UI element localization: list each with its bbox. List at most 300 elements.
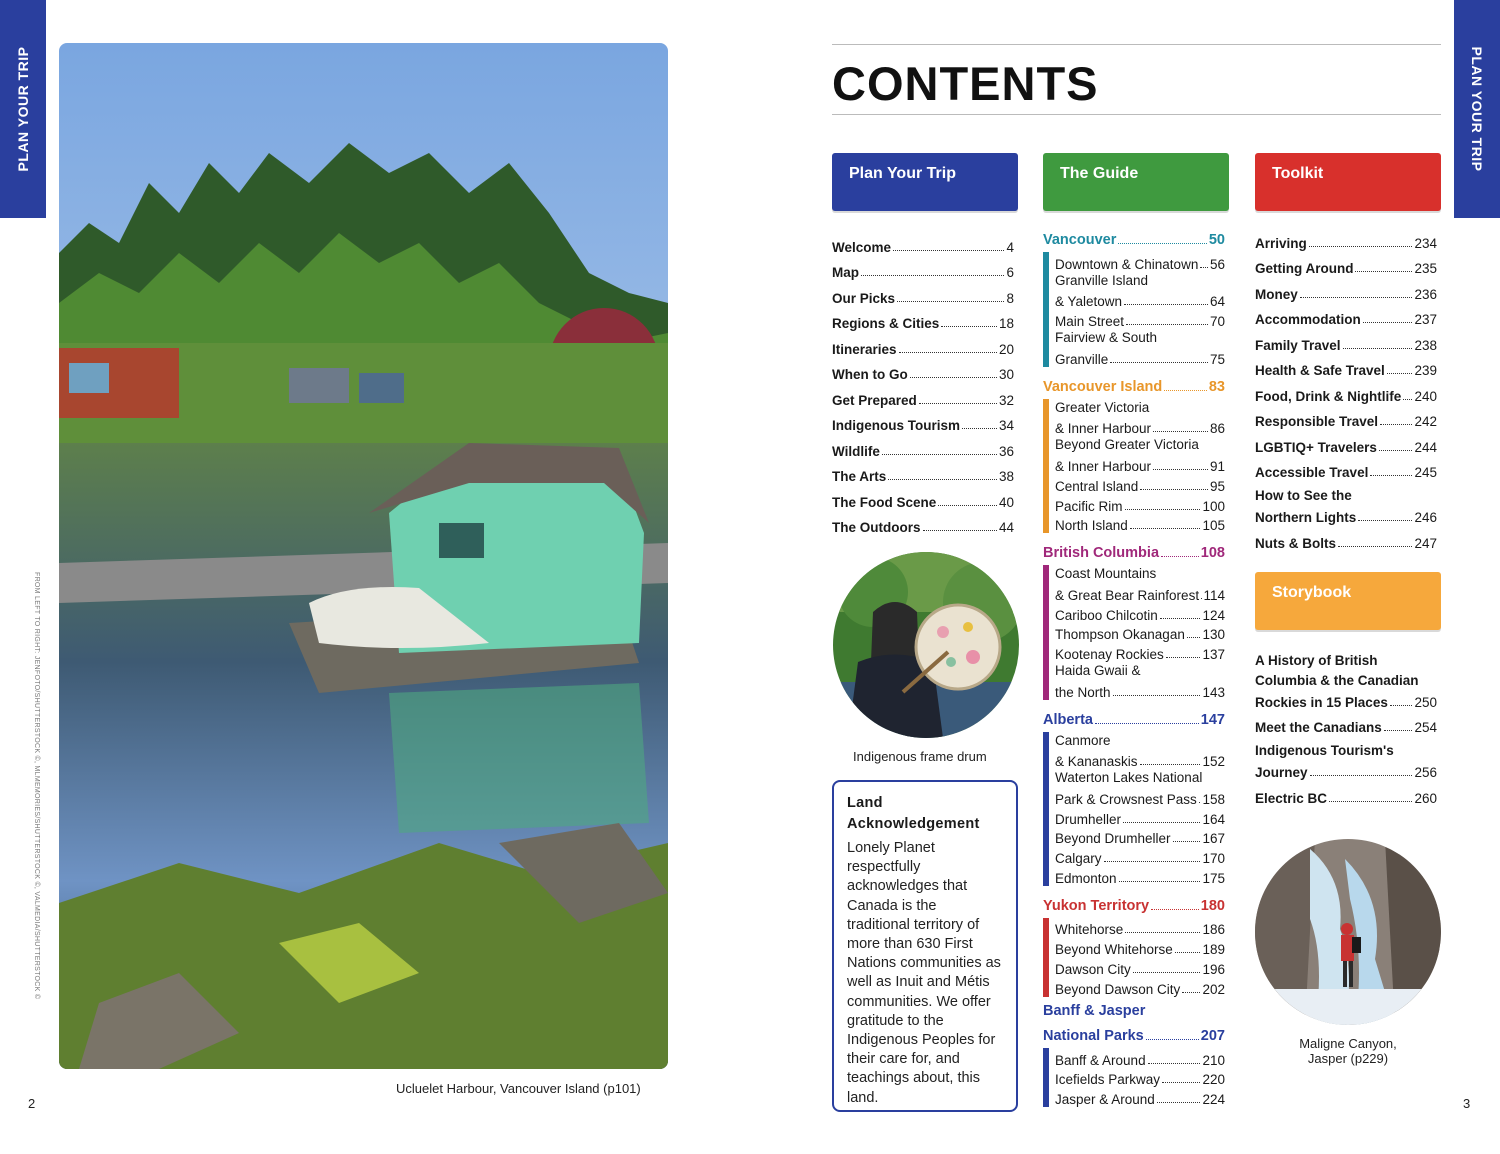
toc-entry-row	[1055, 474, 1225, 494]
toc-entry-row	[1055, 583, 1225, 603]
toc-entry-row	[1055, 603, 1225, 623]
toc-entry-label: Jasper & Around	[1055, 1092, 1155, 1108]
guide-section-label: Alberta	[1043, 711, 1093, 728]
guide-subsection-list	[1043, 918, 1225, 997]
toc-entry-page: 239	[1414, 363, 1437, 378]
guide-section-page: 83	[1208, 378, 1225, 395]
toc-entry[interactable]	[1255, 651, 1437, 710]
toc-entry-row	[1055, 514, 1225, 534]
the-guide-heading: The Guide	[1043, 153, 1229, 211]
toc-entry-row	[1055, 680, 1225, 700]
toc-entry-page: 224	[1202, 1092, 1225, 1108]
toc-entry-page: 196	[1202, 961, 1225, 977]
toc-entry-label: Meet the Canadians	[1255, 720, 1382, 735]
toc-entry[interactable]	[1055, 662, 1225, 700]
leader-dots	[1403, 399, 1412, 400]
toc-entry-label: Central Island	[1055, 478, 1139, 494]
toc-entry-label: Park & Crowsnest Pass	[1055, 792, 1197, 807]
toc-entry[interactable]	[1055, 436, 1225, 474]
guide-section-title[interactable]	[1043, 892, 1225, 914]
toc-entry[interactable]	[1255, 359, 1437, 379]
land-acknowledgement-text: Lonely Planet respectfully acknowledges that Canada is the traditional territory of more than 630 First Nations communities as well as Inuit and Métis communities. We offer gratitude to the Indigenous Peoples for their care for, and teachings about, this land.	[847, 840, 1001, 1106]
toc-entry[interactable]	[1255, 333, 1437, 353]
leader-dots	[1104, 861, 1201, 862]
toc-entry[interactable]	[1055, 309, 1225, 329]
toc-entry-label: Itineraries	[832, 341, 897, 357]
toc-entry[interactable]	[832, 459, 1014, 485]
toc-entry-page: 202	[1202, 981, 1225, 997]
side-tab-label: PLAN YOUR TRIP	[1469, 46, 1485, 172]
toc-entry[interactable]	[1055, 807, 1225, 827]
toc-entry[interactable]	[1055, 565, 1225, 603]
toc-entry[interactable]	[832, 484, 1014, 510]
land-acknowledgement-box	[832, 780, 1018, 1112]
toc-entry-page: 220	[1202, 1072, 1225, 1088]
leader-dots	[962, 428, 997, 429]
toc-entry-row	[1055, 309, 1225, 329]
toc-entry-label: Beyond Drumheller	[1055, 831, 1171, 847]
leader-dots	[919, 403, 997, 404]
canyon-caption-line: Maligne Canyon,	[1299, 1036, 1397, 1051]
leader-dots	[1148, 1063, 1201, 1064]
toc-entry-page: 242	[1414, 414, 1437, 429]
toc-entry[interactable]	[1255, 786, 1437, 806]
toc-entry-label: & Inner Harbour	[1055, 459, 1152, 475]
toc-entry-page: 64	[1209, 294, 1225, 310]
leader-dots	[1358, 520, 1412, 521]
guide-subsection-list	[1043, 252, 1225, 367]
toc-entry[interactable]	[1055, 272, 1225, 310]
toc-entry-label: Map	[832, 265, 859, 280]
toc-entry-page: 186	[1202, 922, 1225, 938]
leader-dots	[1173, 841, 1201, 842]
toc-entry-page: 244	[1414, 439, 1437, 455]
toc-entry-line: Indigenous Tourism's	[1255, 743, 1394, 758]
toc-entry[interactable]	[1055, 642, 1225, 662]
toc-entry-page: 137	[1202, 646, 1225, 662]
toc-entry-label: Main Street	[1055, 314, 1125, 330]
toc-entry-label: Indigenous Tourism	[832, 418, 960, 433]
toc-entry-label: & Yaletown	[1055, 294, 1123, 310]
toc-entry-row	[1055, 937, 1225, 957]
toc-entry-label: Arriving	[1255, 235, 1307, 251]
toc-entry-label: Responsible Travel	[1255, 414, 1379, 429]
plan-your-trip-list	[832, 229, 1014, 535]
toc-entry-page: 40	[998, 494, 1014, 510]
toc-entry-page: 238	[1414, 337, 1437, 353]
leader-dots	[1160, 618, 1201, 619]
toc-entry[interactable]	[1055, 769, 1225, 807]
toc-entry[interactable]	[1055, 827, 1225, 847]
side-tab-label: PLAN YOUR TRIP	[15, 46, 31, 172]
toc-entry[interactable]	[1255, 435, 1437, 455]
page-number-left: 2	[28, 1096, 36, 1111]
guide-section-title-row	[1043, 1022, 1225, 1044]
toc-entry[interactable]	[1055, 494, 1225, 514]
toc-entry-page: 124	[1202, 607, 1225, 623]
toc-entry-page: 260	[1414, 790, 1437, 806]
guide-section-title-line: Banff & Jasper	[1043, 1002, 1146, 1019]
leader-dots	[938, 505, 997, 506]
toc-entry-page: 91	[1209, 459, 1225, 475]
toc-entry-label: Thompson Okanagan	[1055, 627, 1185, 643]
leader-dots	[1157, 1102, 1201, 1103]
guide-section-page: 147	[1200, 711, 1225, 728]
toc-entry-line: Beyond Greater Victoria	[1055, 437, 1199, 453]
land-acknowledgement-title: Acknowledgement	[847, 816, 980, 832]
leader-dots	[1153, 469, 1208, 470]
toc-entry[interactable]	[1255, 741, 1437, 780]
toc-entry-label: Getting Around	[1255, 261, 1354, 276]
toc-entry-row	[1255, 461, 1437, 481]
toc-entry-row	[1255, 716, 1437, 736]
toc-entry[interactable]	[1055, 1048, 1225, 1068]
guide-section	[1043, 373, 1225, 533]
toc-entry-label: Our Picks	[832, 290, 896, 306]
toc-entry[interactable]	[832, 357, 1014, 383]
toc-entry-page: 240	[1414, 388, 1437, 404]
toc-entry-row	[1055, 1068, 1225, 1088]
toc-entry-page: 189	[1202, 942, 1225, 958]
toc-entry-label: Beyond Dawson City	[1055, 981, 1181, 997]
leader-dots	[882, 454, 997, 455]
toc-entry-page: 234	[1414, 235, 1437, 251]
toc-entry[interactable]	[832, 433, 1014, 459]
toc-entry-label: The Arts	[832, 469, 887, 484]
guide-section	[1043, 539, 1225, 699]
toc-entry-label: Dawson City	[1055, 961, 1131, 977]
toc-entry-row	[1255, 282, 1437, 302]
guide-section	[1043, 706, 1225, 886]
toc-entry-page: 143	[1202, 684, 1225, 700]
toc-entry-row	[1055, 642, 1225, 662]
toc-entry[interactable]	[1055, 866, 1225, 886]
toc-entry-label: Pacific Rim	[1055, 498, 1123, 514]
toc-entry-page: 175	[1202, 870, 1225, 886]
toc-entry-page: 164	[1202, 811, 1225, 827]
toc-entry-page: 95	[1209, 478, 1225, 494]
toc-entry-row	[1055, 417, 1225, 437]
toc-entry[interactable]	[832, 255, 1014, 281]
guide-section-title[interactable]	[1043, 1003, 1225, 1045]
toc-entry-page: 6	[1006, 265, 1014, 280]
toc-entry-page: 210	[1202, 1052, 1225, 1068]
guide-section-label: Vancouver Island	[1043, 378, 1163, 395]
toc-entry[interactable]	[832, 408, 1014, 434]
toc-entry-line: Columbia & the Canadian	[1255, 672, 1419, 688]
leader-dots	[1355, 271, 1412, 272]
toc-entry[interactable]	[832, 229, 1014, 255]
storybook-heading: Storybook	[1255, 572, 1441, 630]
the-guide-list	[1043, 226, 1225, 1113]
toc-entry-row	[1255, 308, 1437, 328]
toc-entry-row	[1055, 750, 1225, 770]
toc-entry-row	[1255, 257, 1437, 277]
toc-entry-label: Wildlife	[832, 443, 880, 459]
toolkit-heading: Toolkit	[1255, 153, 1441, 211]
leader-dots	[1300, 297, 1413, 298]
toc-entry-line: Greater Victoria	[1055, 399, 1150, 415]
plan-your-trip-heading: Plan Your Trip	[832, 153, 1018, 211]
toc-entry-row	[1055, 1048, 1225, 1068]
leader-dots	[1199, 802, 1201, 803]
toc-entry-row	[1055, 957, 1225, 977]
toc-entry-page: 247	[1414, 535, 1437, 551]
toc-entry-page: 38	[998, 469, 1014, 484]
toc-entry-label: Health & Safe Travel	[1255, 363, 1385, 378]
leader-dots	[899, 352, 997, 353]
toc-entry[interactable]	[1055, 732, 1225, 770]
leader-dots	[897, 301, 1004, 302]
leader-dots	[1310, 775, 1413, 776]
toc-entry-row	[1055, 827, 1225, 847]
toc-entry-row	[1055, 807, 1225, 827]
toc-entry[interactable]	[1255, 716, 1437, 736]
toc-entry-row	[1255, 690, 1437, 710]
harbour-photo	[59, 43, 668, 1069]
guide-section-title[interactable]	[1043, 373, 1225, 395]
leader-dots	[1387, 373, 1413, 374]
toc-entry-label: Electric BC	[1255, 790, 1328, 806]
toc-entry[interactable]	[1055, 399, 1225, 437]
drum-caption: Indigenous frame drum	[853, 749, 987, 764]
leader-dots	[1200, 267, 1208, 268]
leader-dots	[1164, 390, 1207, 391]
toc-entry-page: 170	[1202, 851, 1225, 867]
leader-dots	[1125, 509, 1201, 510]
toc-entry[interactable]	[1255, 282, 1437, 302]
toc-entry-page: 114	[1203, 587, 1225, 603]
toc-entry-label: Granville	[1055, 351, 1109, 367]
toc-entry-label: Regions & Cities	[832, 316, 940, 331]
guide-section	[1043, 226, 1225, 367]
leader-dots	[893, 250, 1004, 251]
storybook-list	[1255, 651, 1437, 812]
toc-entry-page: 70	[1209, 314, 1225, 330]
guide-section-label: Yukon Territory	[1043, 897, 1150, 914]
leader-dots	[1370, 475, 1412, 476]
toc-entry-line: Granville Island	[1055, 272, 1149, 288]
toc-entry[interactable]	[1055, 623, 1225, 643]
guide-section-label: National Parks	[1043, 1028, 1144, 1044]
guide-section-title[interactable]	[1043, 539, 1225, 561]
toc-entry-page: 44	[998, 520, 1014, 535]
toc-entry[interactable]	[832, 280, 1014, 306]
toc-entry[interactable]	[1255, 231, 1437, 251]
toc-entry[interactable]	[1055, 329, 1225, 367]
toc-entry[interactable]	[1055, 977, 1225, 997]
leader-dots	[941, 326, 997, 327]
toc-entry[interactable]	[1255, 410, 1437, 430]
toc-entry-page: 30	[998, 367, 1014, 382]
toc-entry-page: 20	[998, 341, 1014, 357]
guide-section-title-row	[1043, 539, 1225, 561]
guide-subsection-list	[1043, 732, 1225, 886]
guide-section-title[interactable]	[1043, 226, 1225, 248]
toc-entry-label: the North	[1055, 684, 1111, 700]
guide-section	[1043, 1003, 1225, 1108]
side-tab-right	[1454, 0, 1500, 218]
leader-dots	[1338, 546, 1412, 547]
page-number-right: 3	[1463, 1096, 1471, 1111]
toc-entry-label: Welcome	[832, 239, 892, 255]
toc-entry-row	[1055, 290, 1225, 310]
leader-dots	[1146, 1039, 1199, 1040]
toc-entry-page: 152	[1202, 754, 1225, 770]
toc-entry-label: Get Prepared	[832, 392, 917, 408]
toc-entry-label: & Inner Harbour	[1055, 421, 1152, 437]
photo-credit: FROM LEFT TO RIGHT: JENFOTO/SHUTTERSTOCK ©, MLMEMORIES/SHUTTERSTOCK ©, VALMEDIA/SHUTTERSTOCK ©	[33, 572, 40, 1000]
toc-entry-page: 130	[1202, 627, 1225, 643]
toc-entry-page: 86	[1209, 421, 1225, 437]
leader-dots	[1153, 431, 1208, 432]
leader-dots	[1161, 556, 1199, 557]
leader-dots	[1309, 246, 1413, 247]
toc-entry-row	[1255, 384, 1437, 404]
toc-entry[interactable]	[1055, 937, 1225, 957]
guide-section-title-row	[1043, 373, 1225, 395]
guide-section	[1043, 892, 1225, 997]
toc-entry-label: Northern Lights	[1255, 510, 1357, 525]
toc-entry-page: 254	[1414, 720, 1437, 735]
leader-dots	[1130, 528, 1201, 529]
guide-section-page: 108	[1200, 545, 1225, 562]
toc-entry[interactable]	[1255, 461, 1437, 481]
guide-section-page: 180	[1200, 897, 1225, 914]
guide-section-label: British Columbia	[1043, 545, 1160, 562]
toc-entry[interactable]	[1255, 384, 1437, 404]
toc-entry[interactable]	[1055, 252, 1225, 272]
toc-entry-row	[1055, 454, 1225, 474]
toc-entry-label: & Great Bear Rainforest	[1055, 587, 1200, 603]
toc-entry[interactable]	[1255, 257, 1437, 277]
leader-dots	[1126, 324, 1208, 325]
guide-section-title-row	[1043, 706, 1225, 728]
toc-entry-label: Accessible Travel	[1255, 465, 1369, 480]
toc-entry[interactable]	[1255, 486, 1437, 525]
guide-subsection-list	[1043, 1048, 1225, 1107]
toc-entry-row	[1055, 866, 1225, 886]
toc-entry-label: Nuts & Bolts	[1255, 535, 1336, 551]
toc-entry-row	[1255, 359, 1437, 379]
guide-section-label: Vancouver	[1043, 232, 1117, 248]
toc-entry-row	[1055, 787, 1225, 807]
toc-entry-page: 236	[1414, 286, 1437, 302]
toc-entry[interactable]	[1055, 474, 1225, 494]
toc-entry-page: 246	[1414, 510, 1437, 525]
toc-entry-line: Waterton Lakes National	[1055, 770, 1203, 786]
toc-entry[interactable]	[1055, 957, 1225, 977]
toc-entry-line: How to See the	[1255, 488, 1352, 503]
leader-dots	[1329, 801, 1412, 802]
toc-entry[interactable]	[1255, 531, 1437, 551]
toc-entry-page: 100	[1202, 498, 1225, 514]
toc-entry-label: Rockies in 15 Places	[1255, 694, 1388, 710]
toc-entry-row	[1255, 410, 1437, 430]
toc-entry-row	[1055, 918, 1225, 938]
toc-entry-page: 8	[1006, 290, 1014, 306]
guide-section-title-row	[1043, 892, 1225, 914]
toc-entry[interactable]	[832, 382, 1014, 408]
toc-entry-line: A History of British	[1255, 653, 1378, 668]
toc-entry-row	[1055, 977, 1225, 997]
toc-entry-row	[1055, 846, 1225, 866]
toc-entry-label: Family Travel	[1255, 337, 1341, 353]
toc-entry-row	[1255, 333, 1437, 353]
toc-entry-label: LGBTIQ+ Travelers	[1255, 439, 1377, 455]
toc-entry-page: 36	[998, 443, 1014, 459]
leader-dots	[888, 479, 997, 480]
toc-entry[interactable]	[1055, 1068, 1225, 1088]
leader-dots	[923, 530, 997, 531]
guide-section-title[interactable]	[1043, 706, 1225, 728]
toc-entry-row	[1255, 786, 1437, 806]
toc-entry-line: Fairview & South	[1055, 330, 1158, 346]
toc-entry[interactable]	[832, 510, 1014, 536]
leader-dots	[1166, 657, 1201, 658]
toc-entry-label: Beyond Whitehorse	[1055, 942, 1173, 958]
leader-dots	[1110, 362, 1208, 363]
toc-entry-page: 4	[1006, 239, 1014, 255]
toc-entry[interactable]	[832, 306, 1014, 332]
toc-entry-row	[1255, 435, 1437, 455]
toc-entry[interactable]	[1055, 1087, 1225, 1107]
toc-entry[interactable]	[1055, 846, 1225, 866]
photo-caption: Ucluelet Harbour, Vancouver Island (p101)	[396, 1081, 641, 1096]
toc-entry-line: Haida Gwaii &	[1055, 662, 1141, 678]
toc-entry-label: Food, Drink & Nightlife	[1255, 388, 1402, 404]
page-title: CONTENTS	[832, 57, 1099, 110]
toc-entry-label: North Island	[1055, 518, 1128, 534]
leader-dots	[1118, 243, 1207, 244]
guide-subsection-list	[1043, 399, 1225, 533]
toc-entry-row	[1055, 347, 1225, 367]
drum-photo	[833, 552, 1019, 738]
toc-entry-label: Accommodation	[1255, 312, 1361, 327]
toc-entry-label: Journey	[1255, 765, 1308, 780]
toc-entry-label: Downtown & Chinatown	[1055, 256, 1199, 272]
leader-dots	[1384, 730, 1413, 731]
leader-dots	[1162, 1082, 1200, 1083]
land-acknowledgement-title: Land	[847, 795, 883, 811]
leader-dots	[1119, 881, 1201, 882]
toc-entry-page: 75	[1209, 351, 1225, 367]
leader-dots	[1125, 932, 1200, 933]
toc-entry-label: Banff & Around	[1055, 1052, 1146, 1068]
toc-entry[interactable]	[1055, 603, 1225, 623]
toc-entry-row	[1255, 231, 1437, 251]
leader-dots	[1095, 723, 1199, 724]
toc-entry-label: Calgary	[1055, 851, 1102, 867]
leader-dots	[910, 377, 997, 378]
toc-entry-label: Drumheller	[1055, 811, 1122, 827]
toc-entry-page: 158	[1202, 792, 1225, 807]
leader-dots	[1123, 822, 1200, 823]
leader-dots	[1113, 695, 1201, 696]
toc-entry-label: Icefields Parkway	[1055, 1072, 1161, 1088]
toc-entry-page: 18	[998, 316, 1014, 331]
toolkit-list	[1255, 231, 1437, 557]
toc-entry[interactable]	[832, 331, 1014, 357]
canyon-photo	[1255, 839, 1441, 1025]
guide-section-title-row	[1043, 226, 1225, 248]
toc-entry[interactable]	[1055, 918, 1225, 938]
toc-entry[interactable]	[1055, 514, 1225, 534]
toc-entry[interactable]	[1255, 308, 1437, 328]
toc-entry-label: Edmonton	[1055, 870, 1117, 886]
toc-entry-page: 237	[1414, 312, 1437, 327]
side-tab-left	[0, 0, 46, 218]
